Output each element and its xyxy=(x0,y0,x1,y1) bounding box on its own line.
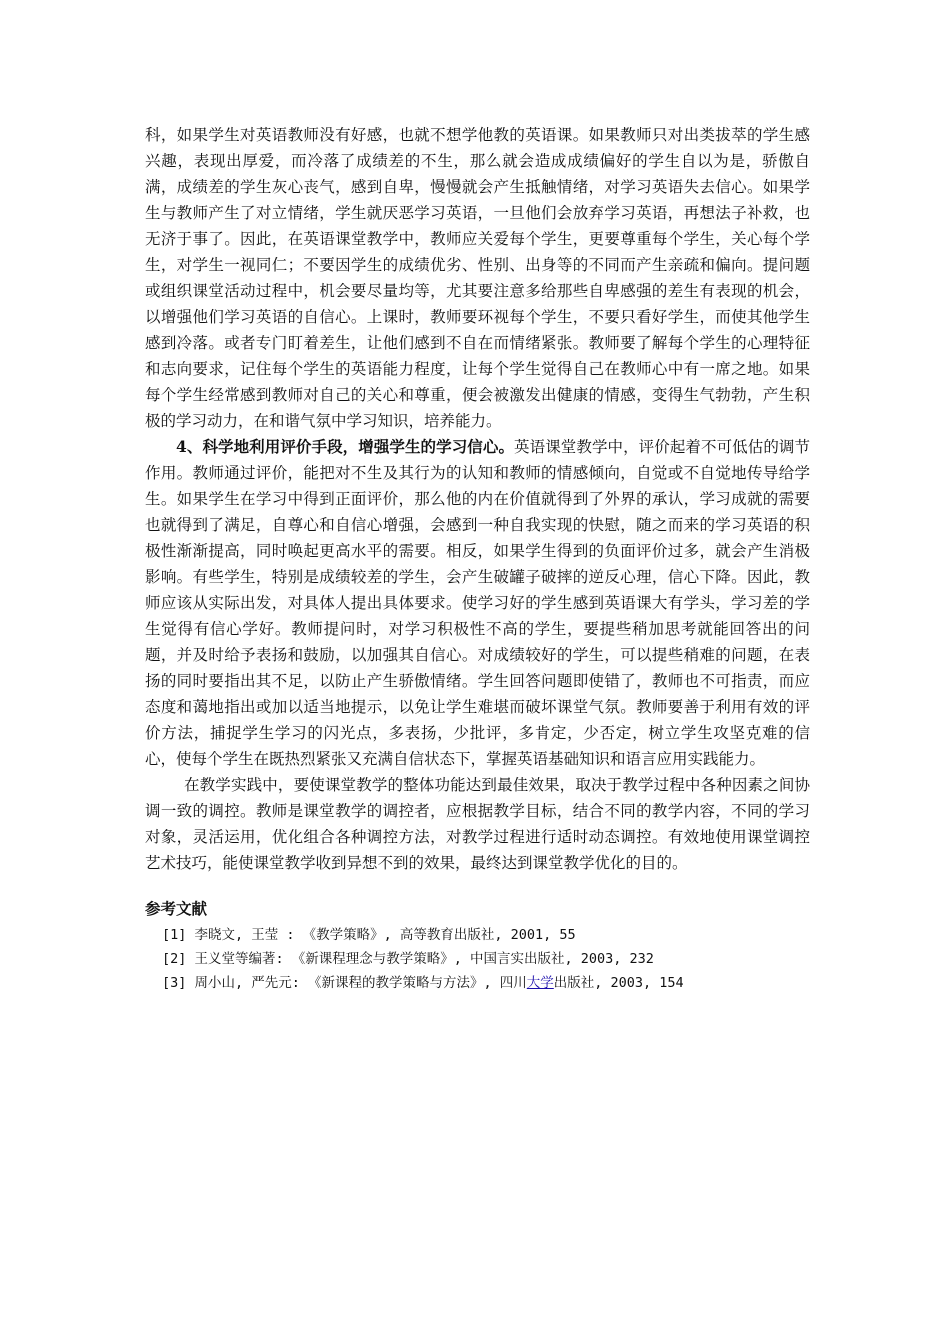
section-heading-4: 4、科学地利用评价手段，增强学生的学习信心。 xyxy=(176,437,515,456)
reference-item-1: [1] 李晓文, 王莹 : 《教学策略》, 高等教育出版社, 2001, 55 xyxy=(162,927,576,943)
reference-3-text-end: 出版社, 2003, 154 xyxy=(553,975,684,991)
references-section xyxy=(145,897,810,995)
paragraph-conclusion: 在教学实践中，要使课堂教学的整体功能达到最佳效果，取决于教学过程中各种因素之间协调一致的调控。教师是课堂教学的调控者，应根据教学目标，结合不同的教学内容，不同的学习对象，灵活运用，优化组合各种调控方法，对教学过程进行适时动态调控。有效地使用课堂调控艺术技巧，能使课堂教学收到异想不到的效果，最终达到课堂教学优化的目的。 xyxy=(145,776,810,872)
paragraph-evaluation-body: 英语课堂教学中，评价起着不可低估的调节作用。教师通过评价，能把对不生及其行为的认知和教师的情感倾向，自觉或不自觉地传导给学生。如果学生在学习中得到正面评价，那么他的内在价值就得到了外界的承认，学习成就的需要也就得到了满足，自尊心和自信心增强，会感到一种自我实现的快慰，随之而来的学习英语的积极性渐渐提高，同时唤起更高水平的需要。相反，如果学生得到的负面评价过多，就会产生消极影响。有些学生，特别是成绩较差的学生，会产生破罐子破摔的逆反心理，信心下降。因此，教师应该从实际出发，对具体人提出具体要求。使学习好的学生感到英语课大有学头，学习差的学生觉得有信心学好。教师提问时，对学习积极性不高的学生，要提些稍加思考就能回答出的问题，并及时给予表扬和鼓励，以加强其自信心。对成绩较好的学生，可以提些稍难的问题，在表扬的同时要指出其不足，以防止产生骄傲情绪。学生回答问题即使错了，教师也不可指责，而应态度和蔼地指出或加以适当地提示，以免让学生难堪而破坏课堂气氛。教师要善于利用有效的评价方法，捕捉学生学习的闪光点，多表扬，少批评，多肯定，少否定，树立学生攻坚克难的信心，使每个学生在既热烈紧张又充满自信状态下，掌握英语基础知识和语言应用实践能力。 xyxy=(145,438,810,768)
reference-item-3 xyxy=(145,971,810,995)
references-title: 参考文献 xyxy=(145,899,208,918)
paragraph-evaluation xyxy=(145,434,810,772)
reference-3-text: [3] 周小山, 严先元: 《新课程的教学策略与方法》, 四川 xyxy=(162,975,527,991)
document-body xyxy=(145,122,810,876)
reference-item-2: [2] 王义堂等编著: 《新课程理念与教学策略》, 中国言实出版社, 2003, 232 xyxy=(162,951,654,967)
paragraph-teacher-attitude: 科，如果学生对英语教师没有好感，也就不想学他教的英语课。如果教师只对出类拔萃的学生感兴趣，表现出厚爱，而冷落了成绩差的不生，那么就会造成成绩偏好的学生自以为是，骄傲自满，成绩差的学生灰心丧气，感到自卑，慢慢就会产生抵触情绪，对学习英语失去信心。如果学生与教师产生了对立情绪，学生就厌恶学习英语，一旦他们会放弃学习英语，再想法子补救，也无济于事了。因此，在英语课堂教学中，教师应关爱每个学生，更要尊重每个学生，关心每个学生，对学生一视同仁；不要因学生的成绩优劣、性别、出身等的不同而产生亲疏和偏向。提问题或组织课堂活动过程中，机会要尽量均等，尤其要注意多给那些自卑感强的差生有表现的机会，以增强他们学习英语的自信心。上课时，教师要环视每个学生，不要只看好学生，而使其他学生感到冷落。或者专门盯着差生，让他们感到不自在而情绪紧张。教师要了解每个学生的心理特征和志向要求，记住每个学生的英语能力程度，让每个学生觉得自己在教师心中有一席之地。如果每个学生经常感到教师对自己的关心和尊重，便会被激发出健康的情感，变得生气勃勃，产生积极的学习动力，在和谐气氛中学习知识，培养能力。 xyxy=(145,126,810,430)
daxue-link[interactable]: 大学 xyxy=(526,975,554,991)
